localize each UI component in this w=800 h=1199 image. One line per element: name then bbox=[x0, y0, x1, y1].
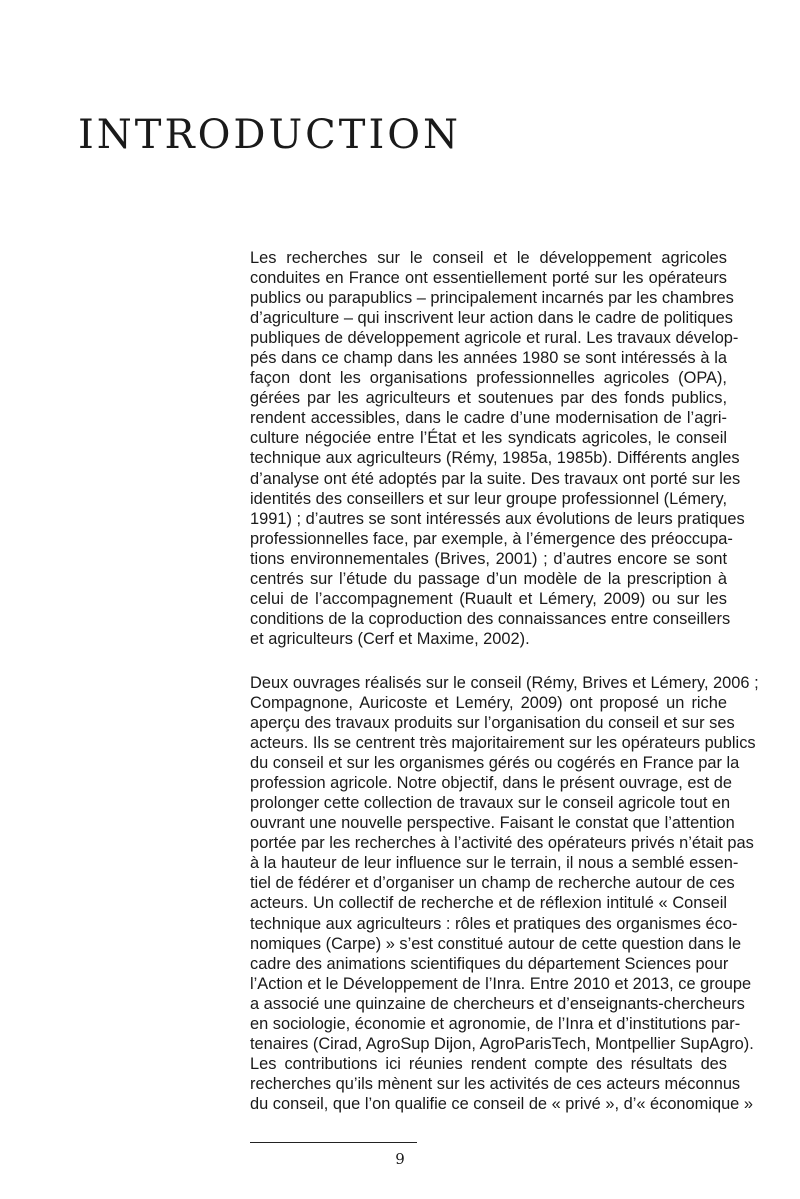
text-line: aperçu des travaux produits sur l’organisation du conseil et sur ses bbox=[250, 714, 735, 733]
text-line: Les recherches sur le conseil et le développement agricoles bbox=[250, 249, 727, 267]
text-line: d’analyse ont été adoptés par la suite. Des travaux ont porté sur les bbox=[250, 469, 741, 488]
text-line: celui de l’accompagnement (Ruault et Lémery, 2009) ou sur les bbox=[250, 589, 727, 608]
text-line: acteurs. Ils se centrent très majoritairement sur les opérateurs publics bbox=[250, 734, 756, 753]
text-line: tenaires (Cirad, AgroSup Dijon, AgroParisTech, Montpellier SupAgro). bbox=[250, 1034, 754, 1053]
text-line: culture négociée entre l’État et les syndicats agricoles, le conseil bbox=[250, 429, 727, 448]
text-line: publics ou parapublics – principalement incarnés par les chambres bbox=[250, 289, 734, 308]
text-line: nomiques (Carpe) » s’est constitué autour de cette question dans le bbox=[250, 934, 742, 953]
page-number: 9 bbox=[395, 1150, 405, 1168]
text-line: conduites en France ont essentiellement porté sur les opérateurs bbox=[250, 269, 727, 288]
text-line: professionnelles face, par exemple, à l’émergence des préoccupa- bbox=[250, 529, 733, 548]
text-line: rendent accessibles, dans le cadre d’une modernisation de l’agri- bbox=[250, 409, 727, 428]
text-line: acteurs. Un collectif de recherche et de réflexion intitulé « Conseil bbox=[250, 894, 727, 913]
paragraph bbox=[250, 248, 745, 649]
text-line: portée par les recherches à l’activité des opérateurs privés n’était pas bbox=[250, 834, 754, 853]
text-line: et agriculteurs (Cerf et Maxime, 2002). bbox=[250, 629, 530, 648]
text-line: d’agriculture – qui inscrivent leur action dans le cadre de politiques bbox=[250, 309, 733, 328]
text-line: tiel de fédérer et d’organiser un champ de recherche autour de ces bbox=[250, 874, 735, 893]
text-line: ouvrant une nouvelle perspective. Faisant le constat que l’attention bbox=[250, 814, 735, 833]
footnote-rule bbox=[250, 1142, 417, 1143]
text-line: technique aux agriculteurs : rôles et pratiques des organismes éco- bbox=[250, 914, 738, 933]
text-line: en sociologie, économie et agronomie, de l’Inra et d’institutions par- bbox=[250, 1014, 741, 1033]
chapter-title: INTRODUCTION bbox=[78, 112, 462, 158]
text-line: gérées par les agriculteurs et soutenues par des fonds publics, bbox=[250, 389, 727, 408]
text-line: cadre des animations scientifiques du département Sciences pour bbox=[250, 954, 729, 973]
text-line: conditions de la coproduction des connaissances entre conseillers bbox=[250, 609, 731, 628]
text-line: Compagnone, Auricoste et Leméry, 2009) ont proposé un riche bbox=[250, 693, 727, 712]
text-line: publiques de développement agricole et rural. Les travaux dévelop- bbox=[250, 329, 739, 348]
body-text bbox=[250, 248, 759, 1138]
text-line: a associé une quinzaine de chercheurs et d’enseignants-chercheurs bbox=[250, 994, 745, 1013]
text-line: centrés sur l’étude du passage d’un modèle de la prescription à bbox=[250, 569, 727, 588]
text-line: façon dont les organisations professionnelles agricoles (OPA), bbox=[250, 369, 727, 388]
text-line: profession agricole. Notre objectif, dans le présent ouvrage, est de bbox=[250, 774, 732, 793]
text-line: du conseil, que l’on qualifie ce conseil de « privé », d’« économique » bbox=[250, 1094, 753, 1113]
text-line: l’Action et le Développement de l’Inra. Entre 2010 et 2013, ce groupe bbox=[250, 974, 752, 993]
text-line: recherches qu’ils mènent sur les activités de ces acteurs méconnus bbox=[250, 1074, 741, 1093]
text-line: tions environnementales (Brives, 2001) ; d’autres encore se sont bbox=[250, 549, 727, 568]
text-line: Les contributions ici réunies rendent compte des résultats des bbox=[250, 1054, 727, 1073]
text-line: technique aux agriculteurs (Rémy, 1985a, 1985b). Différents angles bbox=[250, 449, 740, 468]
text-line: à la hauteur de leur influence sur le terrain, il nous a semblé essen- bbox=[250, 854, 739, 873]
text-line: prolonger cette collection de travaux sur le conseil agricole tout en bbox=[250, 794, 731, 813]
text-line: pés dans ce champ dans les années 1980 se sont intéressés à la bbox=[250, 349, 727, 368]
text-line: Deux ouvrages réalisés sur le conseil (Rémy, Brives et Lémery, 2006 ; bbox=[250, 673, 759, 692]
text-line: identités des conseillers et sur leur groupe professionnel (Lémery, bbox=[250, 489, 728, 508]
paragraph bbox=[250, 673, 759, 1114]
text-line: du conseil et sur les organismes gérés ou cogérés en France par la bbox=[250, 754, 740, 773]
text-line: 1991) ; d’autres se sont intéressés aux évolutions de leurs pratiques bbox=[250, 509, 745, 528]
